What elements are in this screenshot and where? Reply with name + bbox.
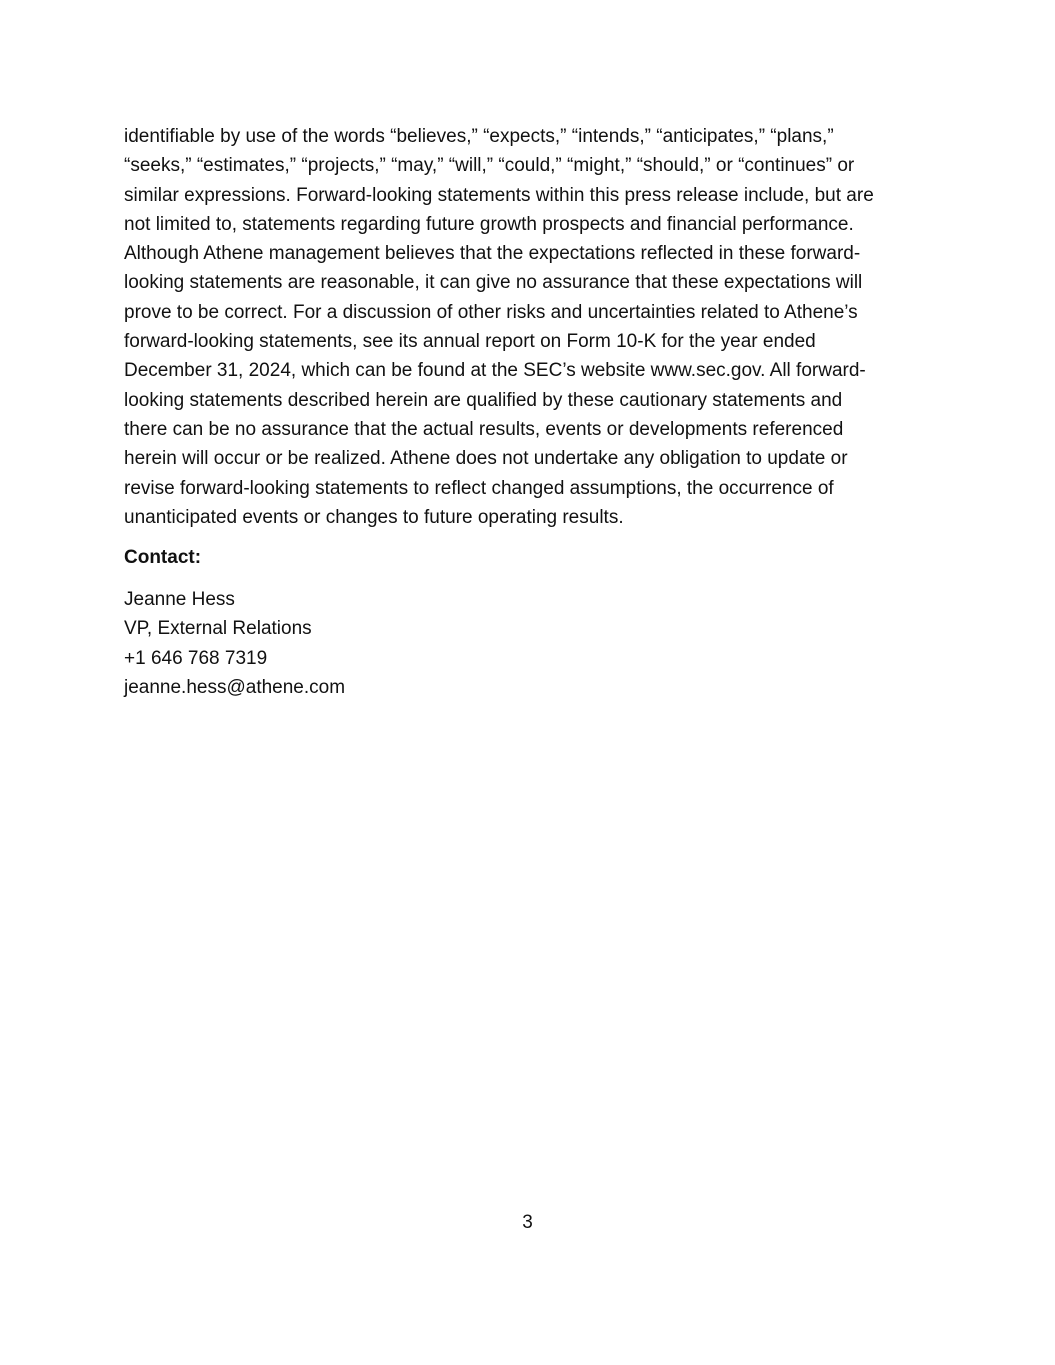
contact-title: VP, External Relations [124,618,312,640]
contact-details [124,585,924,702]
contact-email: jeanne.hess@athene.com [124,677,346,699]
contact-phone: +1 646 768 7319 [124,647,268,669]
disclaimer-line: unanticipated events or changes to future operating results. [124,506,624,528]
disclaimer-line: December 31, 2024, which can be found at the SEC’s website www.sec.gov. All forward- [124,360,866,382]
contact-name: Jeanne Hess [124,589,235,611]
disclaimer-line: looking statements are reasonable, it can give no assurance that these expectations will [124,272,863,294]
disclaimer-line: “seeks,” “estimates,” “projects,” “may,” “will,” “could,” “might,” “should,” or “continues” or [124,155,855,177]
page-content [124,122,924,702]
disclaimer-line: herein will occur or be realized. Athene does not undertake any obligation to update or [124,448,848,470]
contact-heading: Contact: [124,547,202,569]
disclaimer-line: similar expressions. Forward-looking statements within this press release include, but are [124,184,874,206]
disclaimer-line: prove to be correct. For a discussion of other risks and uncertainties related to Athene’s [124,301,858,323]
disclaimer-line: revise forward-looking statements to reflect changed assumptions, the occurrence of [124,477,834,499]
disclaimer-line: Although Athene management believes that the expectations reflected in these forward- [124,243,861,265]
disclaimer-line: there can be no assurance that the actual results, events or developments referenced [124,418,844,440]
disclaimer-line: not limited to, statements regarding future growth prospects and financial performance. [124,213,854,235]
disclaimer-line: identifiable by use of the words “believes,” “expects,” “intends,” “anticipates,” “plans,” [124,126,834,147]
page-number: 3 [522,1212,533,1233]
disclaimer-line: looking statements described herein are qualified by these cautionary statements and [124,389,843,411]
forward-looking-disclaimer [124,122,924,532]
disclaimer-line: forward-looking statements, see its annual report on Form 10-K for the year ended [124,331,816,353]
